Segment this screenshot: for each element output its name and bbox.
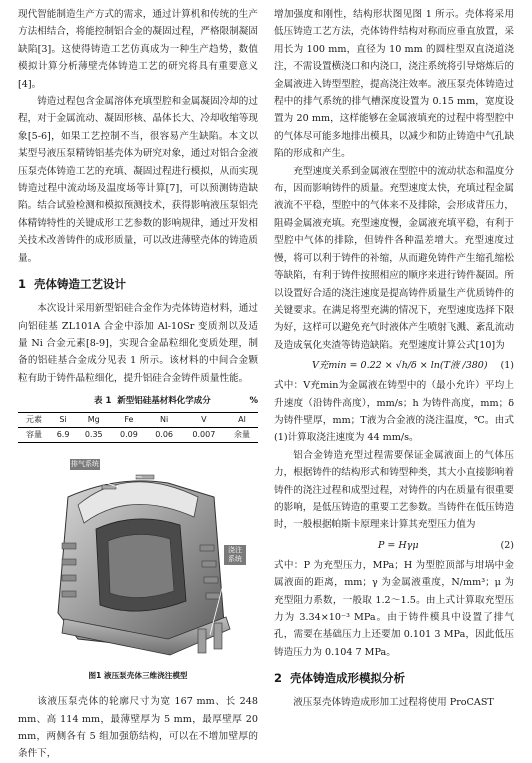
paragraph-formula-1-description: 式中：V充min为金属液在铸型中的（最小允许）平均上升速度（沿铸件高度），mm/s；h 为铸件高度，mm；δ 为铸件壁厚，mm；T液为合金液的浇注温度，℃。由式(1)计算取浇注速度为 44 mm/s。	[274, 380, 514, 444]
table-header-cell: V	[201, 415, 207, 425]
section-heading-1	[18, 277, 258, 291]
paragraph-casting-process: 铸造过程包含金属溶体充填型腔和金属凝固冷却的过程，对于金属流动、凝固形核、晶体长大、冷却收缩等现象[5-6]，如果工艺控制不当，很容易产生缺陷。本文以某型号液压泵精铸铝基壳体为研究对象，通过对铝合金液压泵壳体铸造工艺的充填、凝固过程进行模拟，从而实现铸造过程中流动场及温度场等计算[7]，可以预测铸造缺陷。结合试验检测和模拟预测技术，获得影响液压泵铝壳体精铸特性的关键成形工艺参数的影响规律，通过开发相关技术改善铸件的成形质量，可以改进薄壁壳体的铸造质量。	[18, 96, 258, 264]
composition-table	[18, 412, 258, 443]
table-cell: 0.06	[155, 430, 174, 440]
section-title: 壳体铸造工艺设计	[34, 277, 127, 292]
paragraph-pressure: 铝合金铸造充型过程需要保证金属液面上的气体压力，根据铸件的结构形式和铸型种类，其大小直接影响着铸件的浇注过程和成型过程，对铸件的内在质量有很重要的影响，是低压铸造的重要工艺参数。当铸件在低压铸造时，一般根据帕斯卡原理来计算其充型压力值为	[274, 449, 514, 531]
formula-2-expression: P = Hγμ	[378, 539, 419, 551]
paragraph-filling-speed: 充型速度关系到金属液在型腔中的流动状态和温度分布，因而影响铸件的质量。充型速度太快，充填过程金属液流不平稳，型腔中的气体来不及排除，会形成背压力，阻碍金属液充填。充型速度慢，金属液充填平稳，有利于型腔中气体的排除，但铸件各种温差增大。充型速度过慢，将可以利于铸件的补缩，从而避免铸件产生缩孔缩松等缺陷，有利于铸件按照相应的顺序来进行铸件凝固。所以设置好合适的浇注速度是提高铸件质量生产优质铸件的关键要求。在满足将型充满的情况下，充型速度选择下限为好，这样可以避免充气时液体产生喷射飞溅、紊乱流动及造成氧化夹渣等铸造缺陷。充型速度计算公式[10]为	[274, 165, 514, 351]
paragraph-stiffness: 增加强度和刚性，结构形状图见图 1 所示。壳体将采用低压铸造工艺方法，壳体铸件结构对称而应垂直放置，采用长为 100 mm，直径为 10 mm 的圆柱型双直浇道浇注，不需设置横浇口和内浇口，浇注系统将引导熔炼后的金属液进入铸型型腔，提高浇注效率。液压泵壳体铸造过程中的排气系统的排气槽深度设置为 0.15 mm，宽度设置为 20 mm，这样能够在金属液填充的过程中将型腔中的气体尽可能多地排出模具，以减少和防止铸造中气孔缺陷的形成和产生。	[274, 9, 514, 160]
table-row	[18, 428, 258, 443]
casting-model-illustration	[18, 453, 258, 665]
table-header-cell: Ni	[160, 415, 169, 425]
table-header-cell: Al	[238, 415, 246, 425]
label-exhaust-system: 排气系统	[71, 460, 99, 469]
table-cell: 余量	[233, 430, 250, 440]
formula-1-number: (1)	[500, 360, 514, 372]
paragraph-alloy: 本次设计采用新型铝硅合金作为壳体铸造材料，通过向铝硅基 ZL101A 合金中添加 Al-10Sr 变质剂以及适量 Ni 合金元素[8-9]，实现合金晶粒细化变质处理，制备的铝硅基合金成分见表 1 所示。该材料的中间合金颗粒有助于铸件晶粒细化，提升铝硅合金铸件质量性能。	[18, 303, 258, 384]
figure-caption: 图1 液压泵壳体三维浇注模型	[88, 671, 188, 681]
paragraph-intro: 现代智能制造生产方式的需求，通过计算机和传统的生产方法相结合，将能控制铝合金的凝固过程，严格限制凝固缺陷[3]。这使得铸造工艺仿真成为一种生产趋势，数值模拟计算分析薄壁壳体铸造工艺的研究将具有重要意义[4]。	[18, 9, 258, 90]
paragraph-dimensions: 该液压泵壳体的轮廓尺寸为宽 167 mm、长 248 mm、高 114 mm，最薄壁厚为 5 mm，最厚壁厚 20 mm，两侧各有 5 组加强筋结构，可以在不增加壁厚的条件下，	[18, 696, 258, 760]
table-header-cell: Si	[59, 415, 67, 425]
formula-2	[274, 537, 514, 554]
table-header-cell: 元素	[25, 415, 42, 425]
paragraph-formula-2-description: 式中：P 为充型压力，MPa；H 为型腔顶部与坩埚中金属液面的距离，mm；γ 为金属液重度，N/mm³；μ 为充型阻力系数，一般取 1.2～1.5。由上式计算取充型压力为 3.34×10⁻³ MPa。由于铸件模具中设置了排气孔，需要在基础压力上还要加 0.101 3 MPa，因此低压铸造压力为 0.104 7 MPa。	[274, 559, 514, 658]
paragraph-procast: 液压泵壳体铸造成形加工过程将使用 ProCAST	[293, 697, 494, 709]
right-column	[274, 6, 514, 712]
section-number: 1	[18, 277, 27, 292]
table-header-cell: Fe	[124, 415, 134, 425]
section-title: 壳体铸造成形模拟分析	[290, 671, 406, 686]
table-cell: 0.09	[120, 430, 138, 440]
table-title: 新型铝硅基材料化学成分	[117, 396, 211, 407]
table-unit: %	[249, 396, 258, 407]
table-caption	[18, 394, 258, 408]
table-cell: 6.9	[56, 430, 70, 440]
section-number: 2	[274, 671, 283, 686]
formula-1-expression: V充min = 0.22 × √h/δ × ln(T液 /380)	[312, 360, 488, 372]
figure-casting-model	[18, 453, 258, 665]
left-column	[18, 6, 258, 763]
table-cell: 容量	[25, 430, 42, 440]
table-header-row	[18, 413, 258, 428]
table-cell: 0.007	[192, 430, 216, 440]
table-cell: 0.35	[84, 430, 103, 440]
table-label: 表 1	[94, 396, 112, 407]
section-heading-2	[274, 671, 514, 685]
formula-1	[274, 357, 514, 374]
table-header-cell: Mg	[87, 415, 100, 425]
formula-2-number: (2)	[500, 539, 514, 551]
label-gating-system: 浇注系统	[224, 545, 246, 565]
